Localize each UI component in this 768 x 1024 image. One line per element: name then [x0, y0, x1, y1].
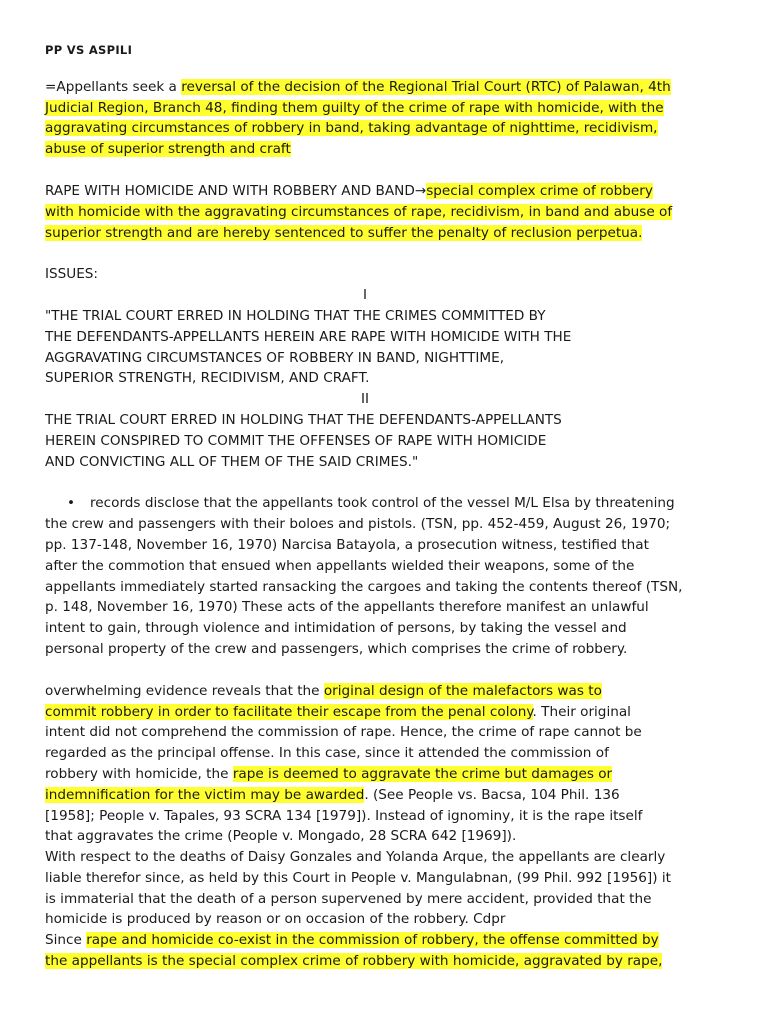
- paragraph-crime-lead: RAPE WITH HOMICIDE AND WITH ROBBERY AND BAND→: [45, 182, 427, 199]
- paragraph-crime: [45, 181, 685, 243]
- paragraph-evidence: [45, 681, 645, 847]
- document-title: PP VS ASPILI: [45, 43, 133, 57]
- issues-label: ISSUES:: [45, 266, 99, 283]
- highlight-rape-aggravates: rape is deemed to aggravate the crime but damages or indemnification for the victim may be awarded: [45, 765, 613, 803]
- paragraph-conclusion-lead: Since: [45, 932, 87, 949]
- issue-1-text: "THE TRIAL COURT ERRED IN HOLDING THAT THE CRIMES COMMITTED BY THE DEFENDANTS-APPELLANTS HEREIN ARE RAPE WITH HOMICIDE WITH THE AGGRAVATING CIRCUMSTANCES OF ROBBERY IN BAND, NIGHTTIME, SUPERIOR STRENGTH, RECIDIVISM, AND CRAFT.: [45, 307, 572, 387]
- paragraph-evidence-lead: overwhelming evidence reveals that the: [45, 682, 324, 699]
- paragraph-deaths: With respect to the deaths of Daisy Gonzales and Yolanda Arque, the appellants are clearly liable therefor since, as held by this Court in People v. Mangulabnan, (99 Phil. 992 [1956]) it is immaterial that the death of a person supervened by mere accident, provided that the homicide is produced by reason or on occasion of the robbery. Cdpr: [45, 849, 671, 928]
- bullet-item: [45, 493, 685, 659]
- bullet-marker: •: [67, 495, 76, 512]
- bullet-first-line: records disclose that the appellants took control of the vessel M/L Elsa by threatening: [90, 495, 675, 512]
- document-page: [45, 40, 685, 972]
- paragraph-conclusion: [45, 930, 685, 972]
- highlight-conclusion: rape and homicide co-exist in the commission of robbery, the offense committed by the appellants is the special complex crime of robbery with homicide, aggravated by rape,: [45, 932, 663, 970]
- issue-2-number: II: [360, 391, 370, 408]
- highlight-original-design: original design of the malefactors was to commit robbery in order to facilitate their escape from the penal colony: [45, 682, 602, 720]
- highlight-appeal: reversal of the decision of the Regional Trial Court (RTC) of Palawan, 4th Judicial Region, Branch 48, finding them guilty of the crime of rape with homicide, with the aggravating circumstances of robbery in band, taking advantage of nighttime, recidivism, abuse of superior strength and craft: [45, 78, 671, 158]
- issue-1-number: I: [362, 287, 367, 304]
- paragraph-evidence-middle: . Their original intent did not comprehend the commission of rape. Hence, the crime of rape cannot be regarded as the principal offense. In this case, since it attended the commission of robbery with homicide, the: [45, 703, 642, 782]
- paragraph-appeal-lead: =Appellants seek a: [45, 78, 182, 95]
- paragraph-evidence-citations: . (See People vs. Bacsa, 104 Phil. 136 [1958]; People v. Tapales, 93 SCRA 134 [1979]). Instead of ignominy, it is the rape itself that aggravates the crime (People v. Mongado, 28 SCRA 642 [1969]).: [45, 786, 643, 845]
- bullet-body: the crew and passengers with their boloes and pistols. (TSN, pp. 452-459, August 26, 1970; pp. 137-148, November 16, 1970) Narcisa Batayola, a prosecution witness, testified that after the commotion that ensued when appellants wielded their weapons, some of the appellants immediately started ransacking the cargoes and taking the contents thereof (TSN, p. 148, November 16, 1970) These acts of the appellants therefore manifest an unlawful intent to gain, through violence and intimidation of persons, by taking the vessel and personal property of the crew and passengers, which comprises the crime of robbery.: [45, 516, 683, 657]
- highlight-crime: special complex crime of robbery with homicide with the aggravating circumstances of rape, recidivism, in band and abuse of superior strength and are hereby sentenced to suffer the penalty of reclusion perpetua.: [45, 182, 673, 241]
- issue-2-text: THE TRIAL COURT ERRED IN HOLDING THAT THE DEFENDANTS-APPELLANTS HEREIN CONSPIRED TO COMMIT THE OFFENSES OF RAPE WITH HOMICIDE AND CONVICTING ALL OF THEM OF THE SAID CRIMES.": [45, 411, 562, 470]
- paragraph-appeal: [45, 77, 675, 160]
